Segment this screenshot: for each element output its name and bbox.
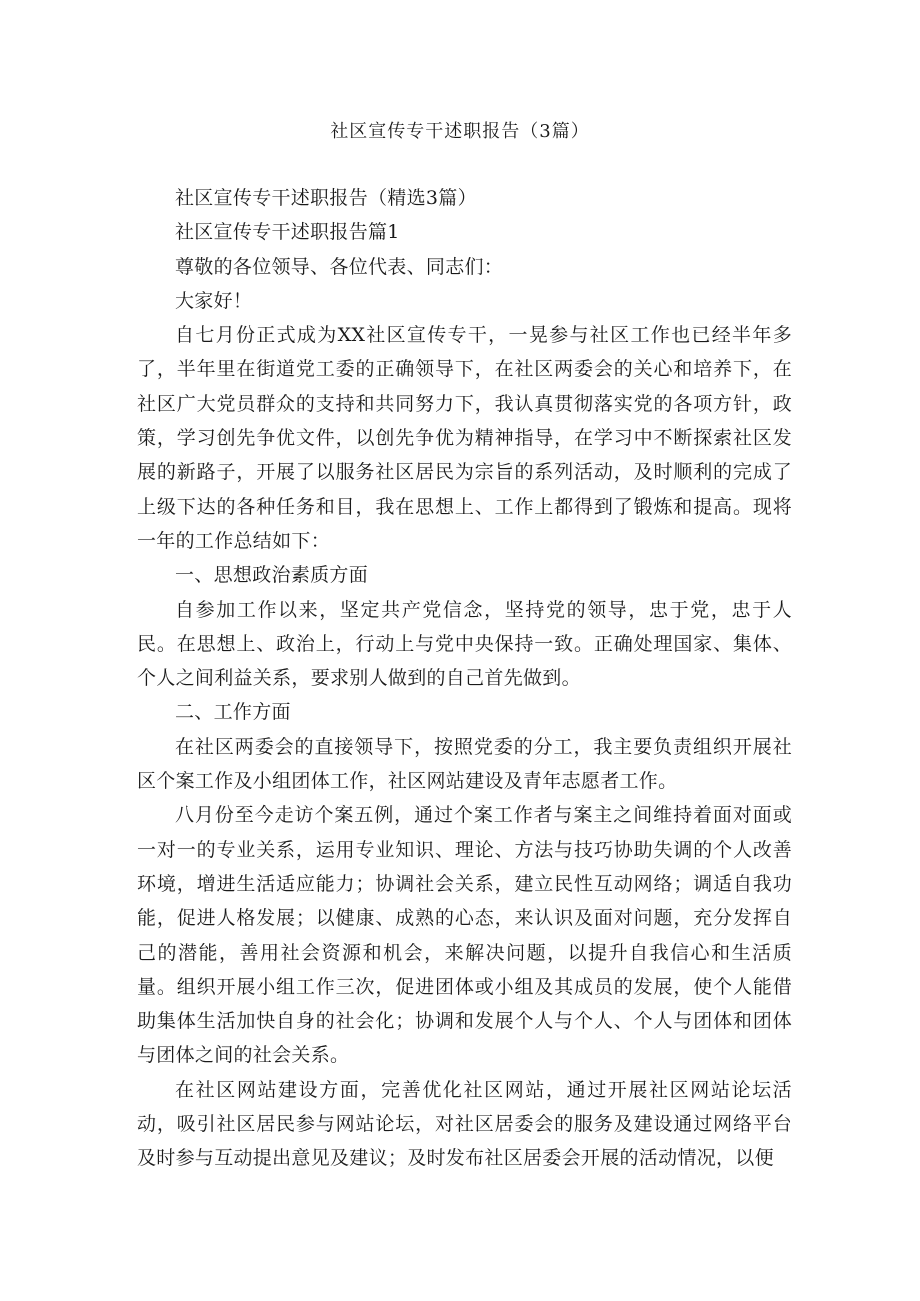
body-paragraph: 自参加工作以来，坚定共产党信念，坚持党的领导，忠于党，忠于人民。在思想上、政治上，行动上与党中央保持一致。正确处理国家、集体、个人之间利益关系，要求别人做到的自己首先做到。: [137, 598, 792, 690]
section-heading: 社区宣传专干述职报告篇1: [175, 221, 400, 244]
section-heading: 二、工作方面: [175, 701, 291, 724]
document-body: [137, 181, 792, 1176]
greeting: 大家好！: [175, 289, 253, 312]
salutation: 尊敬的各位领导、各位代表、同志们：: [175, 255, 504, 278]
section-heading: 一、思想政治素质方面: [175, 564, 369, 587]
body-paragraph: 自七月份正式成为XX社区宣传专干，一晃参与社区工作也已经半年多了，半年里在街道党工委的正确领导下，在社区两委会的关心和培养下，在社区广大党员群众的支持和共同努力下，我认真贯彻落实党的各项方针，政策，学习创先争优文件，以创先争优为精神指导，在学习中不断探索社区发展的新路子，开展了以服务社区居民为宗旨的系列活动，及时顺利的完成了上级下达的各种任务和目，我在思想上、工作上都得到了锻炼和提高。现将一年的工作总结如下：: [137, 324, 792, 552]
document-title: 社区宣传专干述职报告（3篇）: [330, 121, 590, 142]
body-paragraph: 在社区两委会的直接领导下，按照党委的分工，我主要负责组织开展社区个案工作及小组团体工作，社区网站建设及青年志愿者工作。: [137, 735, 792, 793]
subtitle-paragraph: 社区宣传专干述职报告（精选3篇）: [175, 187, 477, 209]
body-paragraph: 八月份至今走访个案五例，通过个案工作者与案主之间维持着面对面或一对一的专业关系，运用专业知识、理论、方法与技巧协助失调的个人改善环境，增进生活适应能力；协调社会关系，建立民性互动网络；调适自我功能，促进人格发展；以健康、成熟的心态，来认识及面对问题，充分发挥自己的潜能，善用社会资源和机会，来解决问题，以提升自我信心和生活质量。组织开展小组工作三次，促进团体或小组及其成员的发展，使个人能借助集体生活加快自身的社会化；协调和发展个人与个人、个人与团体和团体与团体之间的社会关系。: [137, 804, 792, 1067]
body-paragraph: 在社区网站建设方面，完善优化社区网站，通过开展社区网站论坛活动，吸引社区居民参与网站论坛，对社区居委会的服务及建设通过网络平台及时参与互动提出意见及建议；及时发布社区居委会开展的活动情况，以便: [137, 1078, 792, 1170]
